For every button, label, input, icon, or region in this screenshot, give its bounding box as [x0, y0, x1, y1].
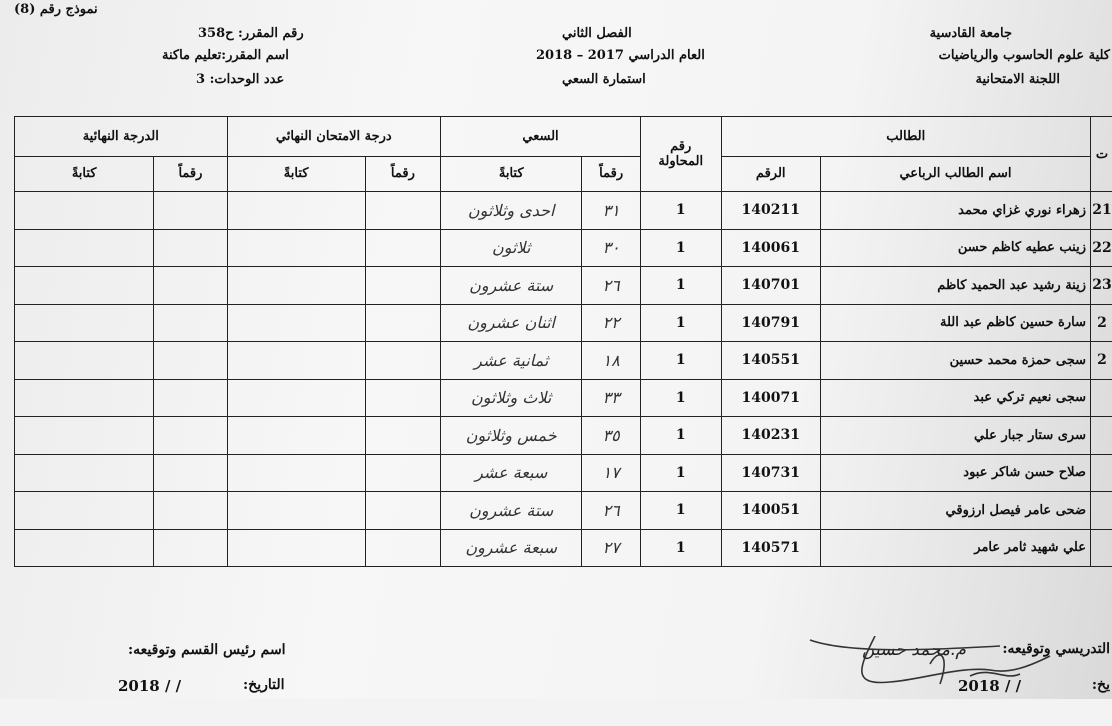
row-attempt: 1	[640, 229, 721, 267]
table-row	[15, 342, 1112, 380]
table-row	[15, 304, 1112, 342]
col-exam-digits: رقماً	[365, 156, 440, 191]
table-row	[15, 229, 1112, 267]
row-grade-words	[15, 342, 154, 380]
col-attempt-line1: رقم	[641, 139, 721, 154]
row-exam-digits	[365, 454, 440, 492]
head-date-label: التاريخ:	[243, 677, 285, 693]
college-name: كلية علوم الحاسوب والرياضيات	[939, 48, 1110, 63]
col-effort-digits: رقماً	[582, 156, 641, 191]
row-student-name: سجى نعيم تركي عبد	[820, 379, 1090, 417]
col-effort: السعي	[441, 117, 641, 157]
row-exam-digits	[365, 304, 440, 342]
row-grade-digits	[154, 492, 227, 530]
row-exam-digits	[365, 417, 440, 455]
row-student-name: سرى ستار جبار علي	[820, 417, 1090, 455]
row-seq	[1090, 492, 1112, 530]
row-exam-digits	[365, 492, 440, 530]
row-student-name: زهراء نوري غزاي محمد	[820, 192, 1090, 230]
row-student-number: 140701	[721, 267, 820, 305]
row-seq: 2	[1090, 304, 1112, 342]
row-seq	[1090, 454, 1112, 492]
head-date: 2018 / /	[118, 677, 181, 695]
col-student-name: اسم الطالب الرباعي	[820, 156, 1090, 191]
table-row	[15, 379, 1112, 417]
teacher-signature	[790, 636, 1112, 726]
table-row	[15, 417, 1112, 455]
col-student: الطالب	[721, 117, 1090, 157]
row-grade-digits	[154, 454, 227, 492]
row-student-name: زينة رشيد عبد الحميد كاظم	[820, 267, 1090, 305]
table-row	[15, 267, 1112, 305]
row-student-name: ضحى عامر فيصل ارزوقي	[820, 492, 1090, 530]
row-grade-words	[15, 529, 154, 567]
row-grade-words	[15, 267, 154, 305]
col-grade-words: كتابةً	[15, 156, 154, 191]
row-student-name: علي شهيد ثامر عامر	[820, 529, 1090, 567]
row-student-number: 140071	[721, 379, 820, 417]
row-student-number: 140051	[721, 492, 820, 530]
table-row	[15, 454, 1112, 492]
row-effort-digits: ٣٥	[582, 417, 641, 455]
row-exam-words	[227, 454, 365, 492]
row-attempt: 1	[640, 192, 721, 230]
teacher-name-handwritten: م.محمد حسين	[862, 640, 966, 660]
row-grade-digits	[154, 342, 227, 380]
col-final-exam: درجة الامتحان النهائي	[227, 117, 441, 157]
units-count: عدد الوحدات: 3	[196, 72, 284, 87]
row-seq	[1090, 417, 1112, 455]
row-attempt: 1	[640, 417, 721, 455]
row-effort-words: ستة عشرون	[441, 492, 582, 530]
row-grade-words	[15, 229, 154, 267]
row-seq: 21	[1090, 192, 1112, 230]
table-row	[15, 192, 1112, 230]
row-exam-words	[227, 417, 365, 455]
row-exam-words	[227, 379, 365, 417]
row-attempt: 1	[640, 379, 721, 417]
row-grade-words	[15, 379, 154, 417]
row-exam-digits	[365, 379, 440, 417]
row-exam-digits	[365, 267, 440, 305]
col-exam-words: كتابةً	[227, 156, 365, 191]
row-effort-digits: ١٧	[582, 454, 641, 492]
row-attempt: 1	[640, 342, 721, 380]
row-effort-digits: ٣٠	[582, 229, 641, 267]
row-effort-words: اثنان عشرون	[441, 304, 582, 342]
row-student-number: 140211	[721, 192, 820, 230]
row-student-number: 140551	[721, 342, 820, 380]
row-effort-words: احدى وثلاثون	[441, 192, 582, 230]
col-final-grade: الدرجة النهائية	[15, 117, 228, 157]
row-exam-digits	[365, 342, 440, 380]
row-seq	[1090, 529, 1112, 567]
row-grade-words	[15, 304, 154, 342]
row-student-number: 140061	[721, 229, 820, 267]
row-exam-digits	[365, 192, 440, 230]
row-grade-digits	[154, 267, 227, 305]
col-student-number: الرقم	[721, 156, 820, 191]
row-exam-digits	[365, 529, 440, 567]
row-grade-words	[15, 417, 154, 455]
row-attempt: 1	[640, 454, 721, 492]
row-effort-words: خمس وثلاثون	[441, 417, 582, 455]
row-student-name: سارة حسين كاظم عبد اللة	[820, 304, 1090, 342]
row-effort-digits: ٣١	[582, 192, 641, 230]
row-seq	[1090, 379, 1112, 417]
row-grade-digits	[154, 417, 227, 455]
row-attempt: 1	[640, 304, 721, 342]
row-effort-words: سبعة عشرون	[441, 529, 582, 567]
row-seq: 22	[1090, 229, 1112, 267]
row-grade-words	[15, 454, 154, 492]
committee-name: اللجنة الامتحانية	[976, 72, 1060, 87]
row-student-name: زينب عطيه كاظم حسن	[820, 229, 1090, 267]
col-attempt	[640, 117, 721, 192]
row-exam-words	[227, 342, 365, 380]
row-effort-digits: ٢٦	[582, 267, 641, 305]
row-attempt: 1	[640, 492, 721, 530]
row-effort-digits: ٢٧	[582, 529, 641, 567]
row-grade-words	[15, 192, 154, 230]
row-effort-digits: ٢٦	[582, 492, 641, 530]
row-effort-words: ستة عشرون	[441, 267, 582, 305]
row-effort-digits: ٢٢	[582, 304, 641, 342]
form-number: نموذج رقم (8)	[14, 2, 98, 17]
row-grade-words	[15, 492, 154, 530]
row-student-number: 140231	[721, 417, 820, 455]
row-seq: 2	[1090, 342, 1112, 380]
row-exam-words	[227, 529, 365, 567]
row-exam-words	[227, 229, 365, 267]
row-effort-digits: ٣٣	[582, 379, 641, 417]
course-number: رقم المقرر: ح358	[198, 26, 304, 41]
teacher-date: 2018 / /	[958, 677, 1021, 695]
grades-table	[14, 116, 1112, 567]
row-attempt: 1	[640, 267, 721, 305]
course-name: اسم المقرر:تعليم ماكنة	[162, 48, 289, 63]
row-exam-words	[227, 192, 365, 230]
row-effort-digits: ١٨	[582, 342, 641, 380]
university-name: جامعة القادسية	[930, 26, 1012, 41]
row-effort-words: سبعة عشر	[441, 454, 582, 492]
table-row	[15, 492, 1112, 530]
col-grade-digits: رقماً	[154, 156, 227, 191]
row-grade-digits	[154, 379, 227, 417]
col-seq: ت	[1090, 117, 1112, 192]
row-exam-words	[227, 267, 365, 305]
row-grade-digits	[154, 229, 227, 267]
row-effort-words: ثلاث وثلاثون	[441, 379, 582, 417]
row-student-number: 140791	[721, 304, 820, 342]
row-grade-digits	[154, 192, 227, 230]
row-exam-words	[227, 492, 365, 530]
row-student-name: سجى حمزة محمد حسين	[820, 342, 1090, 380]
row-exam-digits	[365, 229, 440, 267]
row-grade-digits	[154, 304, 227, 342]
row-effort-words: ثمانية عشر	[441, 342, 582, 380]
col-effort-words: كتابةً	[441, 156, 582, 191]
row-attempt: 1	[640, 529, 721, 567]
table-row	[15, 529, 1112, 567]
head-sign-label: اسم رئيس القسم وتوقيعه:	[128, 642, 286, 658]
row-student-name: صلاح حسن شاكر عبود	[820, 454, 1090, 492]
row-seq: 23	[1090, 267, 1112, 305]
row-exam-words	[227, 304, 365, 342]
academic-year: العام الدراسي 2017 – 2018	[536, 48, 705, 63]
row-student-number: 140731	[721, 454, 820, 492]
form-title: استمارة السعي	[562, 72, 646, 87]
col-attempt-line2: المحاولة	[641, 154, 721, 169]
row-grade-digits	[154, 529, 227, 567]
teacher-sign-label: التدريسي وتوقيعه:	[1002, 641, 1110, 657]
teacher-date-label: يخ:	[1092, 677, 1110, 693]
row-effort-words: ثلاثون	[441, 229, 582, 267]
semester: الفصل الثاني	[562, 26, 632, 41]
row-student-number: 140571	[721, 529, 820, 567]
